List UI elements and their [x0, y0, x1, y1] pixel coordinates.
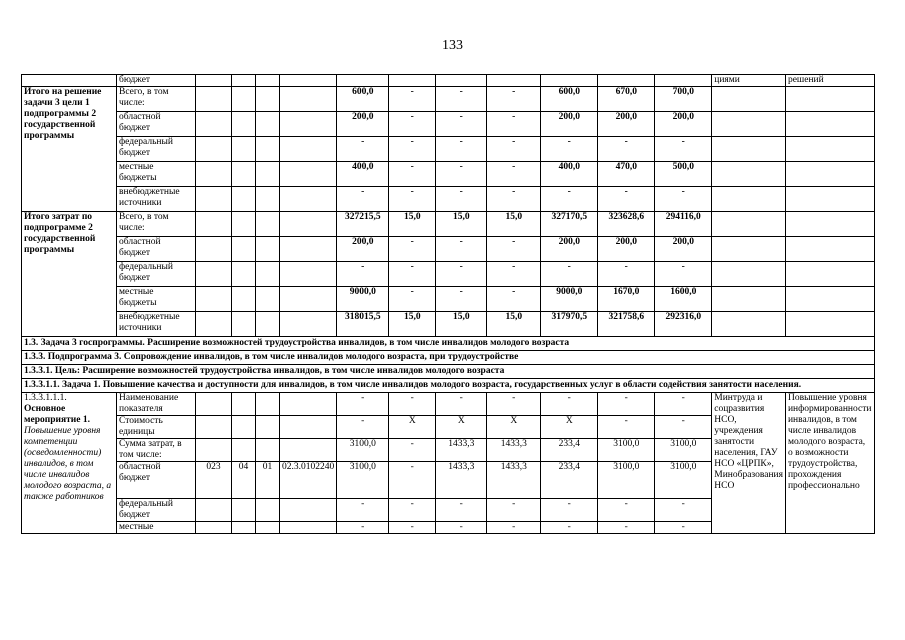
value-cell: 318015,5 [337, 312, 389, 337]
executor-cell [712, 112, 786, 137]
code-cell [256, 237, 280, 262]
value-cell: - [655, 522, 712, 534]
value-cell: 200,0 [655, 112, 712, 137]
measure-text: Повышение уровня компетенции (осведомленности) инвалидов, в том числе инвалидов молодого возраста, а также работников [24, 426, 112, 502]
code-cell [280, 112, 337, 137]
code-cell [256, 439, 280, 462]
measure-number: 1.3.3.1.1.1. [24, 393, 67, 403]
source-cell: Наименование показателя [117, 393, 196, 416]
code-cell [256, 312, 280, 337]
code-cell [196, 439, 232, 462]
code-cell [232, 262, 256, 287]
value-cell: X [541, 416, 598, 439]
value-cell: 233,4 [541, 439, 598, 462]
code-cell: 01 [256, 462, 280, 499]
source-cell: областной бюджет [117, 112, 196, 137]
value-cell: 15,0 [389, 212, 436, 237]
value-cell: - [436, 237, 487, 262]
value-cell: - [487, 187, 541, 212]
value-cell: 15,0 [436, 212, 487, 237]
value-cell: 3100,0 [598, 439, 655, 462]
source-cell: федеральный бюджет [117, 262, 196, 287]
code-cell [256, 393, 280, 416]
code-cell [280, 439, 337, 462]
value-cell: 1433,3 [436, 462, 487, 499]
empty-cell [436, 75, 487, 87]
value-cell: - [389, 237, 436, 262]
subtotal-task3-row [22, 187, 875, 212]
value-cell: - [541, 262, 598, 287]
source-cell: местные [117, 522, 196, 534]
code-cell [232, 137, 256, 162]
value-cell: - [598, 137, 655, 162]
value-cell: 200,0 [598, 112, 655, 137]
value-cell: - [436, 112, 487, 137]
value-cell: - [389, 162, 436, 187]
code-cell [280, 162, 337, 187]
value-cell: - [436, 187, 487, 212]
measure-lead: Основное мероприятие 1. [24, 404, 90, 425]
section-title: 1.3.3.1. Цель: Расширение возможностей трудоустройства инвалидов, в том числе инвалидов молодого возраста [22, 365, 875, 379]
code-cell [280, 262, 337, 287]
value-cell: 3100,0 [337, 462, 389, 499]
value-cell: 400,0 [541, 162, 598, 187]
value-cell: - [598, 416, 655, 439]
total-subprogram2-title: Итого затрат по подпрограмме 2 государственной программы [22, 212, 117, 337]
value-cell: 294116,0 [655, 212, 712, 237]
source-cell: внебюджетные источники [117, 187, 196, 212]
result-cell [785, 87, 874, 112]
subtotal-task3-row [22, 87, 875, 112]
source-cell: бюджет [117, 75, 196, 87]
code-cell [232, 287, 256, 312]
value-cell: 3100,0 [598, 462, 655, 499]
executor-cell [712, 162, 786, 187]
source-cell: внебюджетные источники [117, 312, 196, 337]
code-cell [196, 393, 232, 416]
value-cell: - [487, 522, 541, 534]
total-subprogram2-row [22, 212, 875, 237]
value-cell: - [487, 262, 541, 287]
value-cell: 1670,0 [598, 287, 655, 312]
value-cell: 15,0 [487, 212, 541, 237]
code-cell: 04 [232, 462, 256, 499]
value-cell: - [598, 499, 655, 522]
value-cell: - [389, 439, 436, 462]
code-cell [196, 522, 232, 534]
code-cell [232, 522, 256, 534]
code-cell [232, 187, 256, 212]
code-cell [256, 522, 280, 534]
page-number: 133 [442, 38, 463, 53]
section-title: 1.3.3. Подпрограмма 3. Сопровождение инвалидов, в том числе инвалидов молодого возраста, при трудоустройстве [22, 351, 875, 365]
value-cell: - [598, 187, 655, 212]
measure-description [22, 393, 117, 534]
empty-cell [196, 75, 232, 87]
value-cell: - [337, 416, 389, 439]
value-cell: - [655, 416, 712, 439]
value-cell: 400,0 [337, 162, 389, 187]
empty-cell [655, 75, 712, 87]
source-cell: областной бюджет [117, 237, 196, 262]
total-subprogram2-row [22, 312, 875, 337]
code-cell [232, 162, 256, 187]
value-cell: - [337, 187, 389, 212]
code-cell [196, 416, 232, 439]
result-cell [785, 287, 874, 312]
source-cell: Сумма затрат, в том числе: [117, 439, 196, 462]
value-cell: 3100,0 [655, 439, 712, 462]
value-cell: - [337, 262, 389, 287]
value-cell: - [436, 162, 487, 187]
value-cell: - [655, 137, 712, 162]
code-cell [196, 262, 232, 287]
value-cell: X [436, 416, 487, 439]
empty-cell [232, 75, 256, 87]
subtotal-task3-row [22, 162, 875, 187]
source-cell: Всего, в том числе: [117, 87, 196, 112]
code-cell [256, 416, 280, 439]
value-cell: - [655, 262, 712, 287]
section-row [22, 365, 875, 379]
value-cell: - [487, 87, 541, 112]
value-cell: - [541, 499, 598, 522]
value-cell: - [337, 499, 389, 522]
value-cell: 9000,0 [541, 287, 598, 312]
value-cell: - [541, 187, 598, 212]
code-cell [232, 237, 256, 262]
code-cell [196, 112, 232, 137]
code-cell [196, 287, 232, 312]
value-cell: - [487, 137, 541, 162]
value-cell: 327215,5 [337, 212, 389, 237]
value-cell: - [389, 262, 436, 287]
value-cell: 15,0 [436, 312, 487, 337]
empty-cell [256, 75, 280, 87]
subtotal-task3-row [22, 112, 875, 137]
empty-cell [598, 75, 655, 87]
code-cell [280, 393, 337, 416]
code-cell [256, 499, 280, 522]
value-cell: 200,0 [541, 112, 598, 137]
value-cell: 1433,3 [487, 439, 541, 462]
value-cell: - [487, 393, 541, 416]
code-cell [232, 499, 256, 522]
value-cell: 200,0 [598, 237, 655, 262]
value-cell: - [337, 393, 389, 416]
section-row [22, 351, 875, 365]
value-cell: - [436, 137, 487, 162]
code-cell [232, 312, 256, 337]
value-cell: - [436, 262, 487, 287]
code-cell [280, 87, 337, 112]
value-cell: - [487, 237, 541, 262]
code-cell [196, 162, 232, 187]
code-cell [196, 137, 232, 162]
value-cell: 321758,6 [598, 312, 655, 337]
measure-row [22, 393, 875, 416]
program-table [21, 74, 875, 534]
source-cell: местные бюджеты [117, 287, 196, 312]
code-cell [280, 187, 337, 212]
result-cell [785, 312, 874, 337]
code-cell [256, 137, 280, 162]
executor-cell [712, 137, 786, 162]
value-cell: - [389, 499, 436, 522]
code-cell [256, 87, 280, 112]
result-cell: решений [785, 75, 874, 87]
value-cell: - [389, 187, 436, 212]
code-cell [232, 87, 256, 112]
executor-cell [712, 287, 786, 312]
result-cell [785, 212, 874, 237]
value-cell: 1433,3 [436, 439, 487, 462]
total-subprogram2-row [22, 287, 875, 312]
empty-cell [541, 75, 598, 87]
value-cell: - [598, 522, 655, 534]
executor-cell [712, 312, 786, 337]
value-cell: 200,0 [337, 237, 389, 262]
executor-cell [712, 87, 786, 112]
value-cell: - [436, 522, 487, 534]
subtotal-task3-title: Итого на решение задачи 3 цели 1 подпрограммы 2 государственной программы [22, 87, 117, 212]
value-cell: 600,0 [337, 87, 389, 112]
source-cell: Стоимость единицы [117, 416, 196, 439]
value-cell: 470,0 [598, 162, 655, 187]
value-cell: - [487, 162, 541, 187]
value-cell: 200,0 [337, 112, 389, 137]
code-cell [232, 212, 256, 237]
value-cell: 3100,0 [337, 439, 389, 462]
code-cell: 02.3.0102240 [280, 462, 337, 499]
table-row-continued [22, 75, 875, 87]
value-cell: - [389, 522, 436, 534]
total-subprogram2-row [22, 262, 875, 287]
value-cell: - [389, 462, 436, 499]
value-cell: 9000,0 [337, 287, 389, 312]
value-cell: 200,0 [655, 237, 712, 262]
result-cell [785, 262, 874, 287]
code-cell [232, 112, 256, 137]
source-cell: местные бюджеты [117, 162, 196, 187]
section-row [22, 337, 875, 351]
value-cell: - [487, 499, 541, 522]
result-cell [785, 187, 874, 212]
subtotal-task3-row [22, 137, 875, 162]
value-cell: - [389, 112, 436, 137]
value-cell: 1433,3 [487, 462, 541, 499]
value-cell: 292316,0 [655, 312, 712, 337]
total-subprogram2-row [22, 237, 875, 262]
empty-cell [337, 75, 389, 87]
code-cell [196, 312, 232, 337]
value-cell: - [487, 287, 541, 312]
code-cell [256, 187, 280, 212]
value-cell: 1600,0 [655, 287, 712, 312]
value-cell: 500,0 [655, 162, 712, 187]
section-row [22, 379, 875, 393]
value-cell: 200,0 [541, 237, 598, 262]
value-cell: - [337, 522, 389, 534]
value-cell: - [389, 287, 436, 312]
value-cell: 327170,5 [541, 212, 598, 237]
result-cell [785, 137, 874, 162]
value-cell: 233,4 [541, 462, 598, 499]
code-cell [232, 439, 256, 462]
value-cell: - [337, 137, 389, 162]
code-cell [280, 499, 337, 522]
value-cell: - [436, 499, 487, 522]
executor-cell: Минтруда и соцразвития НСО, учреждения занятости населения, ГАУ НСО «ЦРПК», Минобразования НСО [712, 393, 786, 534]
value-cell: - [655, 187, 712, 212]
title-cell [22, 75, 117, 87]
executor-cell [712, 237, 786, 262]
value-cell: - [436, 87, 487, 112]
source-cell: федеральный бюджет [117, 499, 196, 522]
source-cell: федеральный бюджет [117, 137, 196, 162]
value-cell: - [389, 87, 436, 112]
value-cell: - [436, 393, 487, 416]
value-cell: 15,0 [487, 312, 541, 337]
result-cell: Повышение уровня информированности инвалидов, в том числе инвалидов молодого возраста, о возможности трудоустройства, прохождения профессионально [785, 393, 874, 534]
code-cell [196, 187, 232, 212]
code-cell [232, 416, 256, 439]
source-cell: Всего, в том числе: [117, 212, 196, 237]
executor-cell: циями [712, 75, 786, 87]
code-cell [280, 287, 337, 312]
section-title: 1.3.3.1.1. Задача 1. Повышение качества и доступности для инвалидов, в том числе инвалидов молодого возраста, государственных услуг в области содействия занятости населения. [22, 379, 875, 393]
code-cell [256, 287, 280, 312]
value-cell: 15,0 [389, 312, 436, 337]
value-cell: 700,0 [655, 87, 712, 112]
value-cell: - [655, 393, 712, 416]
value-cell: - [389, 393, 436, 416]
value-cell: - [541, 393, 598, 416]
code-cell [196, 87, 232, 112]
code-cell [256, 112, 280, 137]
value-cell: - [389, 137, 436, 162]
code-cell [196, 499, 232, 522]
code-cell [280, 522, 337, 534]
code-cell: 023 [196, 462, 232, 499]
value-cell: X [389, 416, 436, 439]
empty-cell [487, 75, 541, 87]
empty-cell [280, 75, 337, 87]
code-cell [280, 137, 337, 162]
code-cell [232, 393, 256, 416]
value-cell: 317970,5 [541, 312, 598, 337]
value-cell: - [598, 393, 655, 416]
source-cell: областной бюджет [117, 462, 196, 499]
value-cell: - [487, 112, 541, 137]
value-cell: - [541, 137, 598, 162]
value-cell: X [487, 416, 541, 439]
code-cell [196, 212, 232, 237]
value-cell: - [436, 287, 487, 312]
value-cell: 3100,0 [655, 462, 712, 499]
value-cell: 600,0 [541, 87, 598, 112]
value-cell: - [541, 522, 598, 534]
code-cell [196, 237, 232, 262]
executor-cell [712, 212, 786, 237]
executor-cell [712, 187, 786, 212]
value-cell: - [655, 499, 712, 522]
value-cell: 670,0 [598, 87, 655, 112]
executor-cell [712, 262, 786, 287]
code-cell [256, 262, 280, 287]
code-cell [280, 212, 337, 237]
code-cell [280, 312, 337, 337]
section-title: 1.3. Задача 3 госпрограммы. Расширение возможностей трудоустройства инвалидов, в том числе инвалидов молодого возраста [22, 337, 875, 351]
result-cell [785, 112, 874, 137]
code-cell [256, 162, 280, 187]
code-cell [256, 212, 280, 237]
value-cell: 323628,6 [598, 212, 655, 237]
code-cell [280, 237, 337, 262]
empty-cell [389, 75, 436, 87]
code-cell [280, 416, 337, 439]
result-cell [785, 162, 874, 187]
result-cell [785, 237, 874, 262]
value-cell: - [598, 262, 655, 287]
